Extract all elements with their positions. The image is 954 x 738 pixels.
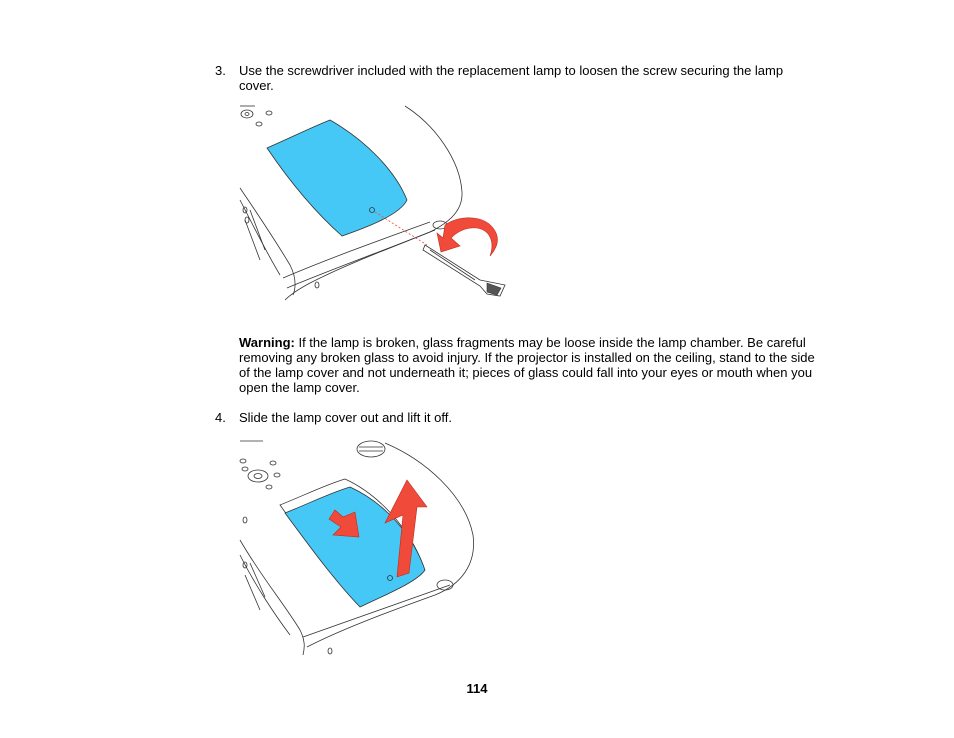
warning-label: Warning:: [239, 335, 295, 350]
step-text: Use the screwdriver included with the replacement lamp to loosen the screw securing the lamp cover.: [239, 63, 784, 93]
step-number: 3.: [215, 63, 226, 78]
step-text: Slide the lamp cover out and lift it off.: [239, 410, 452, 425]
warning-note: [239, 335, 819, 395]
figure-loosen-screw: [235, 100, 515, 305]
figure-remove-lamp-cover: [235, 435, 480, 660]
warning-text: If the lamp is broken, glass fragments may be loose inside the lamp chamber. Be careful removing any broken glass to avoid injury. If the projector is installed on the ceiling, stand to the side of the lamp cover and not underneath it; pieces of glass could fall into your eyes or mouth when you open the lamp cover.: [239, 335, 815, 395]
page-number: 114: [466, 681, 488, 696]
step-number: 4.: [215, 410, 226, 425]
